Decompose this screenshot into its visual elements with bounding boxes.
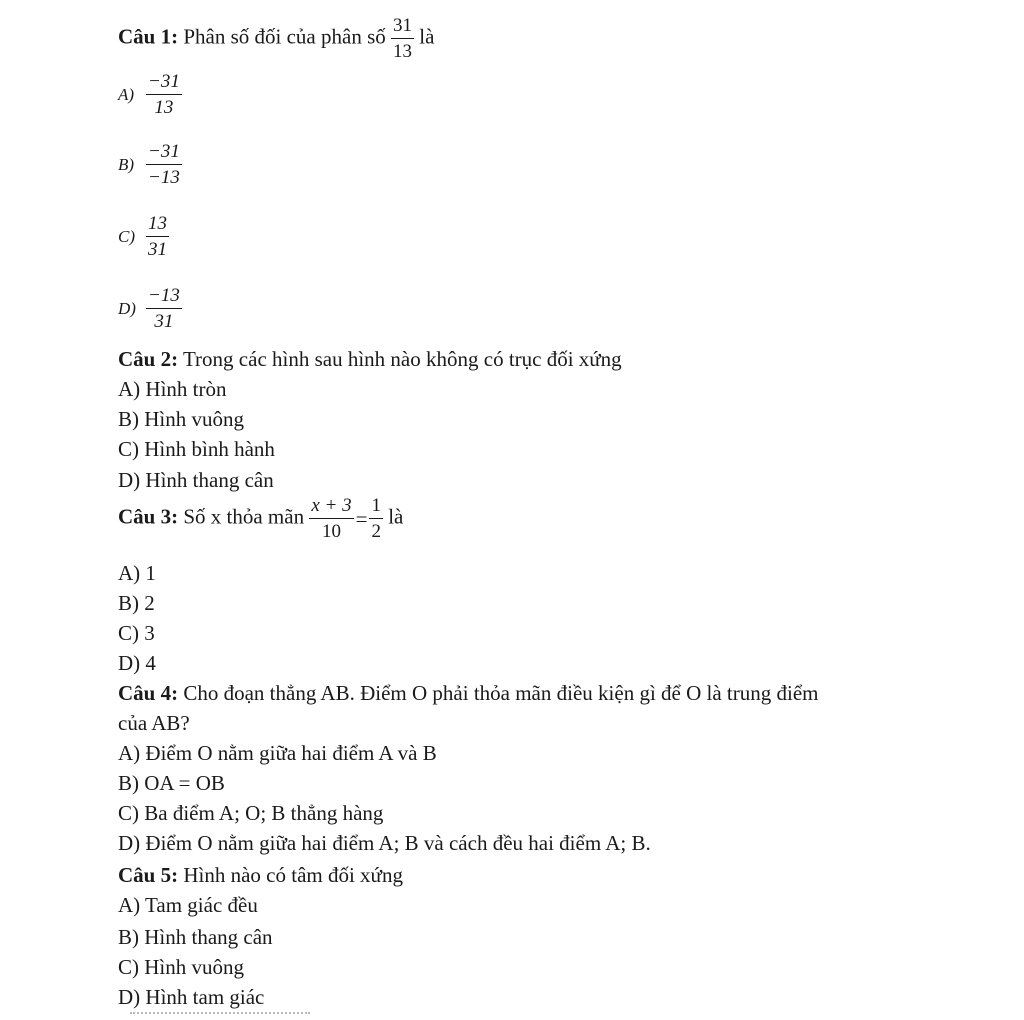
question-4-text-continued: của AB? [118,711,190,735]
fraction-denominator: −13 [148,167,180,188]
cut-off-text-remnant [130,1012,310,1020]
fraction-denominator: 13 [393,41,412,62]
question-1-fraction [391,16,414,61]
fraction-numerator: −31 [146,142,182,165]
q4-option-a: A) Điểm O nằm giữa hai điểm A và B [118,741,437,765]
option-fraction [146,214,169,259]
option-label: D) [118,298,136,318]
q3-option-c: C) 3 [118,621,155,645]
q1-option-c [118,214,169,259]
question-4 [118,680,818,706]
q5-option-a: A) Tam giác đều [118,893,258,917]
q4-option-c: C) Ba điểm A; O; B thẳng hàng [118,801,384,825]
question-3-suffix: là [382,504,404,529]
fraction-denominator: 13 [154,97,174,118]
q5-option-c: C) Hình vuông [118,955,244,979]
question-1 [118,16,434,61]
fraction-numerator: 13 [146,214,169,237]
q4-option-b: B) OA = OB [118,771,225,795]
q1-option-b [118,142,182,187]
question-1-suffix: là [414,24,435,49]
option-label: A) [118,84,135,104]
fraction-numerator: x + 3 [309,496,353,519]
fraction-numerator: 1 [369,496,383,519]
question-5-label: Câu 5: [118,863,179,887]
q4-option-d: D) Điểm O nằm giữa hai điểm A; B và cách đều hai điểm A; B. [118,831,651,855]
question-4-text: Cho đoạn thẳng AB. Điểm O phải thỏa mãn điều kiện gì để O là trung điểm [178,681,819,705]
question-5 [118,862,403,888]
question-3 [118,496,403,541]
equation-rhs-fraction [369,496,383,541]
q5-option-d: D) Hình tam giác [118,985,265,1009]
question-1-text: Phân số đối của phân số [178,24,391,49]
fraction-numerator: −13 [146,286,182,309]
option-label: C) [118,226,135,246]
option-label: B) [118,154,135,174]
fraction-numerator: 31 [391,16,414,39]
question-2 [118,346,622,372]
question-1-label: Câu 1: [118,24,179,49]
option-fraction [146,72,182,117]
fraction-denominator: 31 [154,311,174,332]
question-4-label: Câu 4: [118,681,179,705]
fraction-denominator: 31 [148,239,167,260]
question-3-text: Số x thỏa mãn [178,504,310,529]
q2-option-d: D) Hình thang cân [118,468,274,492]
option-fraction [146,142,182,187]
question-2-label: Câu 2: [118,347,179,371]
q1-option-a [118,72,182,117]
option-fraction [146,286,182,331]
q1-option-d [118,286,182,331]
q3-option-d: D) 4 [118,651,156,675]
q3-option-a: A) 1 [118,561,156,585]
fraction-numerator: −31 [146,72,182,95]
q2-option-b: B) Hình vuông [118,407,244,431]
fraction-denominator: 10 [321,521,341,542]
q2-option-a: A) Hình tròn [118,377,227,401]
q3-option-b: B) 2 [118,591,155,615]
question-3-label: Câu 3: [118,504,179,529]
fraction-denominator: 2 [371,521,381,542]
q5-option-b: B) Hình thang cân [118,925,273,949]
question-2-text: Trong các hình sau hình nào không có trục đối xứng [178,347,622,371]
question-5-text: Hình nào có tâm đối xứng [178,863,403,887]
q2-option-c: C) Hình bình hành [118,437,275,461]
equation-lhs-fraction [309,496,353,541]
equals-sign: = [355,506,368,531]
